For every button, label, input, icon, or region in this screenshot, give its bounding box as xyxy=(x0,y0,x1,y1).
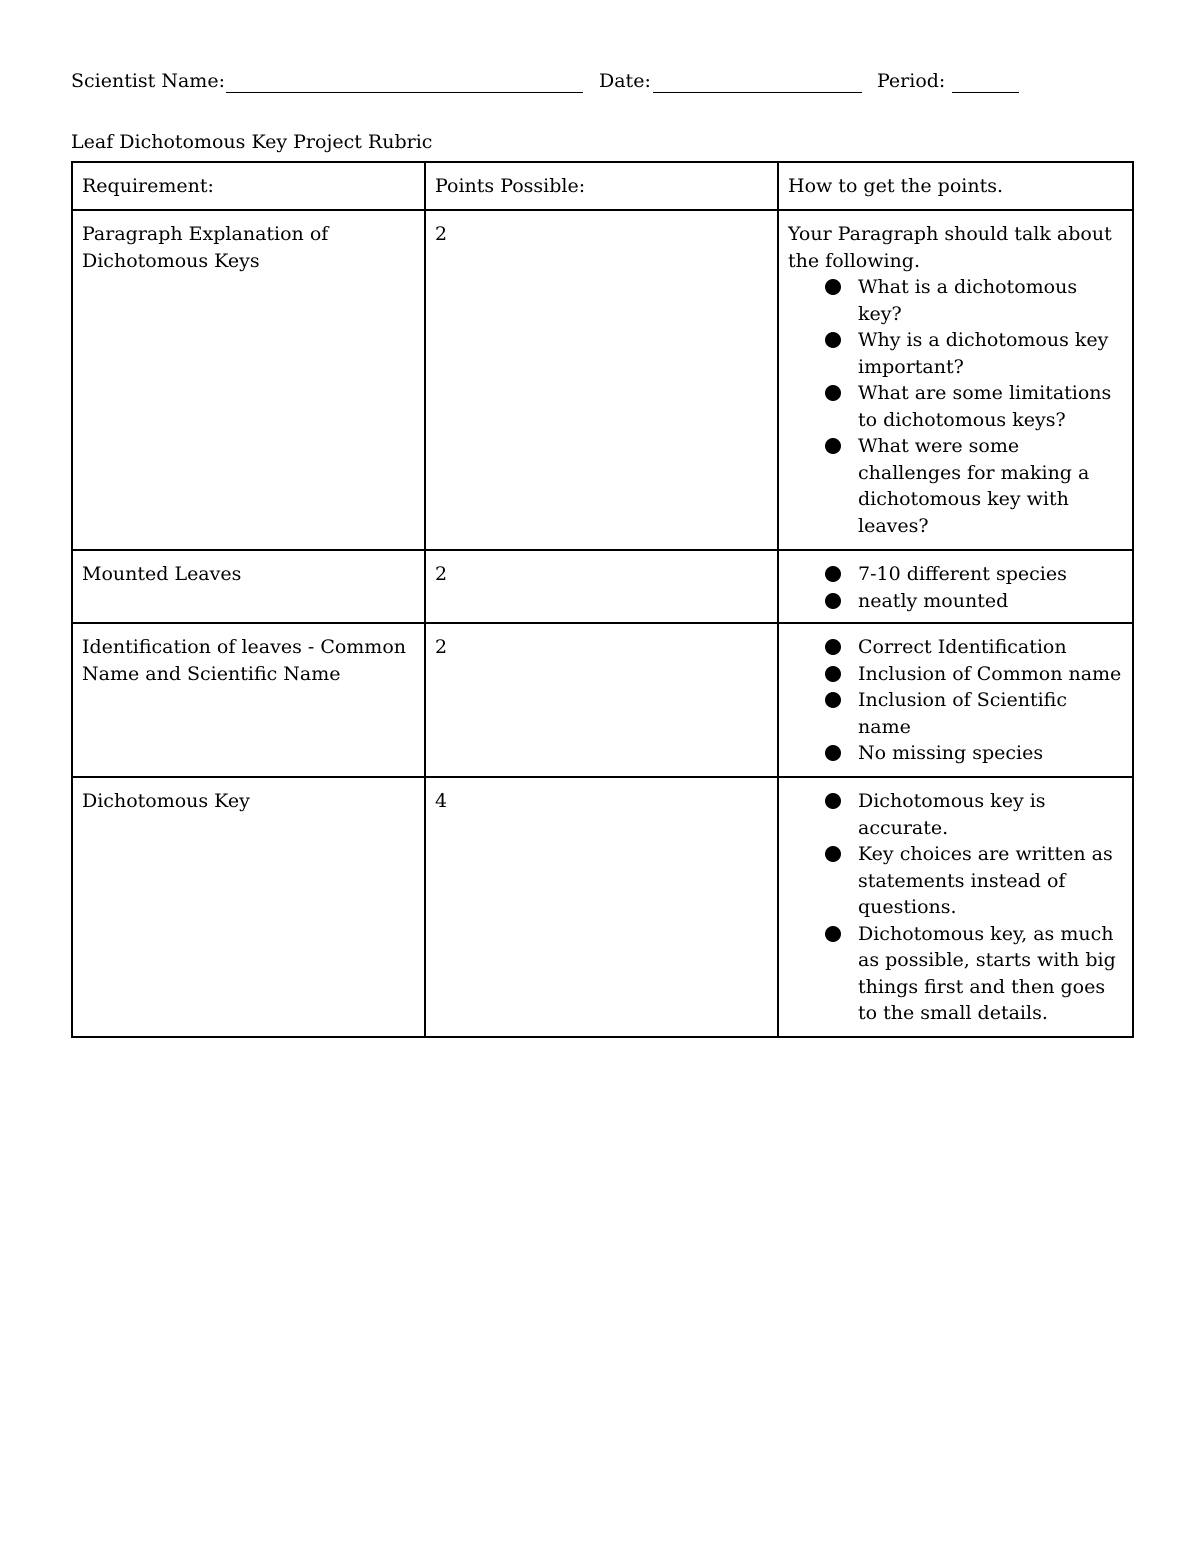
list-item: Dichotomous key, as much as possible, starts with big things first and then goes to the small details. xyxy=(858,921,1124,1027)
header-how-to: How to get the points. xyxy=(778,162,1133,210)
period-blank[interactable] xyxy=(952,92,1019,93)
how-to-cell xyxy=(778,550,1133,623)
bullet-icon xyxy=(825,593,841,609)
bullet-list xyxy=(788,788,1124,1027)
header-fields xyxy=(71,70,1071,100)
bullet-icon xyxy=(825,745,841,761)
bullet-list xyxy=(788,561,1124,614)
bullet-icon xyxy=(825,926,841,942)
how-to-cell xyxy=(778,210,1133,550)
requirement-cell: Identification of leaves - Common Name and Scientific Name xyxy=(72,623,425,777)
table-row xyxy=(72,623,1133,777)
bullet-list xyxy=(788,634,1124,767)
scientist-name-blank[interactable] xyxy=(226,92,583,93)
period-label: Period: xyxy=(877,70,946,92)
bullet-icon xyxy=(825,385,841,401)
table-row xyxy=(72,210,1133,550)
list-item: What is a dichotomous key? xyxy=(858,274,1124,327)
points-cell: 2 xyxy=(425,550,778,623)
table-row xyxy=(72,777,1133,1037)
bullet-icon xyxy=(825,438,841,454)
requirement-cell: Dichotomous Key xyxy=(72,777,425,1037)
requirement-cell: Mounted Leaves xyxy=(72,550,425,623)
date-blank[interactable] xyxy=(653,92,862,93)
how-to-cell xyxy=(778,623,1133,777)
list-item: No missing species xyxy=(858,740,1124,767)
list-item: neatly mounted xyxy=(858,588,1124,615)
bullet-icon xyxy=(825,332,841,348)
how-to-cell xyxy=(778,777,1133,1037)
how-to-intro: Your Paragraph should talk about the following. xyxy=(788,223,1112,272)
list-item: What were some challenges for making a dichotomous key with leaves? xyxy=(858,433,1124,539)
rubric-title: Leaf Dichotomous Key Project Rubric xyxy=(71,131,433,153)
bullet-icon xyxy=(825,793,841,809)
list-item: Dichotomous key is accurate. xyxy=(858,788,1124,841)
list-item: Key choices are written as statements instead of questions. xyxy=(858,841,1124,921)
bullet-icon xyxy=(825,566,841,582)
table-header-row xyxy=(72,162,1133,210)
bullet-list xyxy=(788,274,1124,539)
header-points: Points Possible: xyxy=(425,162,778,210)
list-item: Why is a dichotomous key important? xyxy=(858,327,1124,380)
points-cell: 4 xyxy=(425,777,778,1037)
points-cell: 2 xyxy=(425,210,778,550)
list-item: Correct Identification xyxy=(858,634,1124,661)
bullet-icon xyxy=(825,846,841,862)
bullet-icon xyxy=(825,666,841,682)
list-item: 7-10 different species xyxy=(858,561,1124,588)
list-item: What are some limitations to dichotomous keys? xyxy=(858,380,1124,433)
bullet-icon xyxy=(825,279,841,295)
header-requirement: Requirement: xyxy=(72,162,425,210)
points-cell: 2 xyxy=(425,623,778,777)
rubric-table xyxy=(71,161,1134,1038)
bullet-icon xyxy=(825,639,841,655)
list-item: Inclusion of Scientific name xyxy=(858,687,1124,740)
date-label: Date: xyxy=(599,70,651,92)
table-row xyxy=(72,550,1133,623)
list-item: Inclusion of Common name xyxy=(858,661,1124,688)
requirement-cell: Paragraph Explanation of Dichotomous Keys xyxy=(72,210,425,550)
bullet-icon xyxy=(825,692,841,708)
scientist-name-label: Scientist Name: xyxy=(71,70,225,92)
